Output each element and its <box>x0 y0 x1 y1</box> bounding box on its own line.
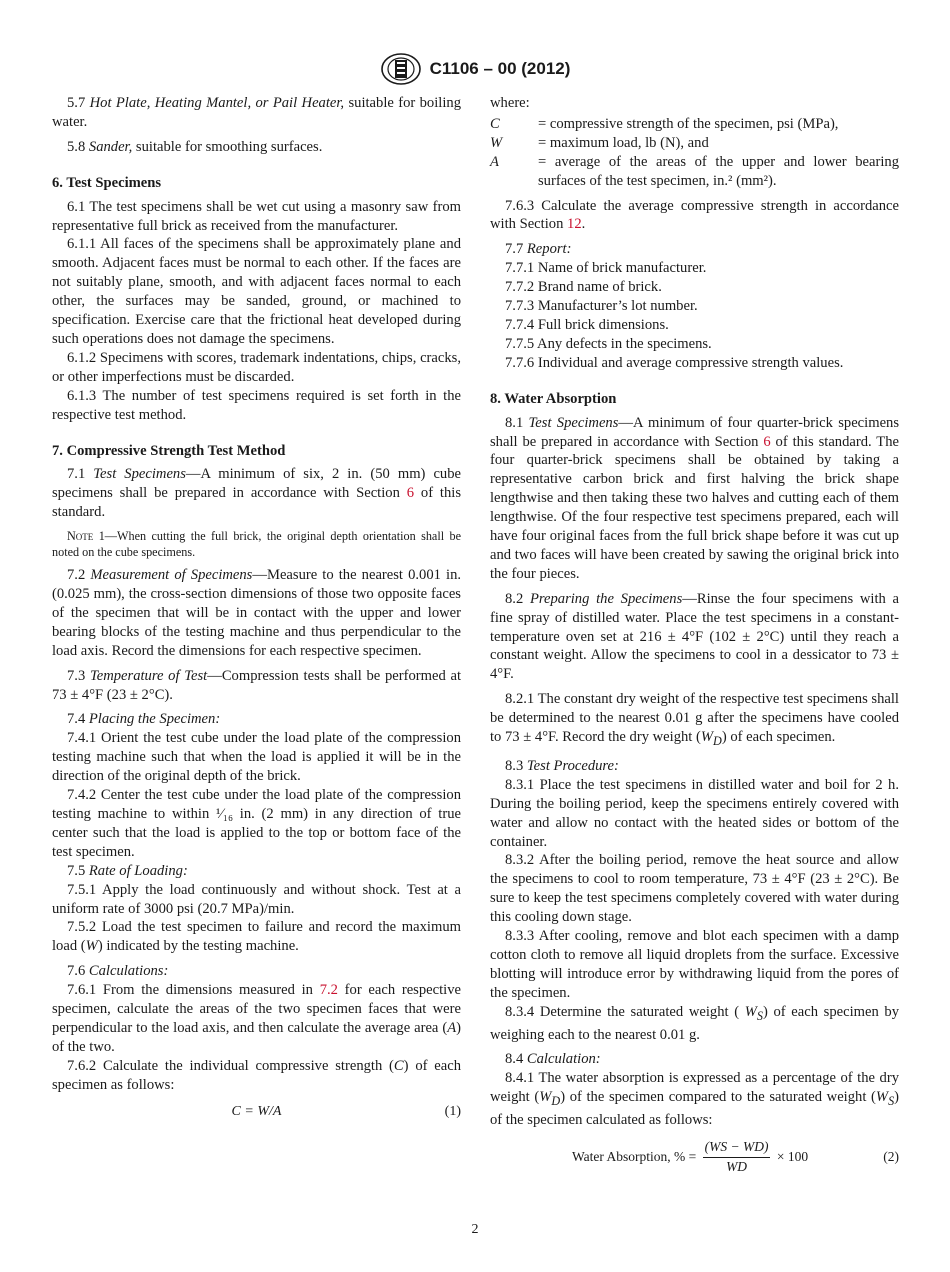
report-item: 7.7.3 Manufacturer’s lot number. <box>505 298 698 315</box>
para-8-2-1: 8.2.1 The constant dry weight of the respective test specimens shall be determined to the nearest 0.01 g after the specimens have cooled to 73 ± 4°F. Record the dry weight $(W_D)$ of each specimen. <box>490 691 899 748</box>
para-7-6-2: 7.6.2 Calculate the individual compressive strength (C) of each specimen as follows: <box>52 1057 461 1093</box>
report-item: 7.7.1 Name of brick manufacturer. <box>505 260 707 277</box>
variable-definitions <box>490 115 899 191</box>
report-item: 7.7.4 Full brick dimensions. <box>505 316 669 333</box>
section-7-heading: 7. Compressive Strength Test Method <box>52 442 286 459</box>
page-number: 2 <box>471 1222 479 1237</box>
equation-2-denominator: WD <box>726 1158 748 1174</box>
note-1: Note 1—When cutting the full brick, the original depth orientation shall be noted on the cube specimens. <box>52 529 461 560</box>
para-5-8: 5.8 Sander, suitable for smoothing surfaces. <box>67 138 323 155</box>
para-7-6-1: 7.6.1 From the dimensions measured in 7.2 for each respective specimen, calculate the areas of the two specimen faces that were perpendicular to the load axis, and then calculate the average area (A) of the two. <box>52 982 461 1055</box>
section-12-link[interactable]: 12 <box>567 216 582 233</box>
report-item: 7.7.6 Individual and average compressive strength values. <box>505 354 844 371</box>
para-7-1: 7.1 Test Specimens—A minimum of six, 2 in. (50 mm) cube specimens shall be prepared in accordance with Section 6 of this standard. <box>52 466 461 521</box>
para-6-1-1: 6.1.1 All faces of the specimens shall be approximately plane and smooth. Adjacent faces must be normal to each other. If the faces are not suitably plane, smooth, and with adjacent faces normal to each other, the surfaces may be sanded, ground, or machined to specification. Exercise care that the frictional heat developed during such operations does not damage the specimens. <box>52 236 461 347</box>
para-7-5: 7.5 Rate of Loading: <box>67 862 188 879</box>
equation-2-fraction <box>703 1138 771 1177</box>
para-8-4-1: 8.4.1 The water absorption is expressed as a percentage of the dry weight $(W_D)$ of the specimen compared to the saturated weight $(W_S)$ of the specimen calculated as follows: <box>490 1070 900 1129</box>
para-6-1-3: 6.1.3 The number of test specimens required is set forth in the respective test method. <box>52 387 461 423</box>
equation-2-numerator: (WS − WD) <box>703 1138 771 1158</box>
para-7-7: 7.7 Report: <box>505 241 572 258</box>
section-6-link[interactable]: 6 <box>763 433 771 450</box>
where-label: where: <box>490 95 530 111</box>
var-definition: = average of the areas of the upper and lower bearing surfaces of the test specimen, in.² (mm²). <box>538 153 899 189</box>
para-8-1: 8.1 Test Specimens—A minimum of four quarter-brick specimens shall be prepared in accordance with Section 6 of this standard. The four quarter-brick specimens shall be obtained by taking a representative carbon brick and first halving the brick shape lengthwise and then taking these two halves and cutting each of them lengthwise. Of the four respective test specimens prepared, each will have four original faces from the full brick shape before it was cut up and two faces will have been created by sawing the original brick into the four pieces. <box>490 414 900 582</box>
page-header <box>0 52 950 86</box>
equation-2 <box>490 1134 899 1178</box>
para-7-4-2: 7.4.2 Center the test cube under the load plate of the compression testing machine to within ¹⁄₁₆ in. (2 mm) in any direction of true center such that the load is applied to the top or bottom face of the test specimen. <box>52 787 461 860</box>
equation-2-number: (2) <box>883 1148 899 1164</box>
para-7-2: 7.2 Measurement of Specimens—Measure to the nearest 0.001 in. (0.025 mm), the cross-section dimensions of those two opposite faces of the specimen that will be in contact with the upper and lower bearing blocks of the testing machine and thus perpendicular to the load axis. Record the dimensions for each respective specimen. <box>52 567 462 659</box>
section-6-link[interactable]: 6 <box>406 485 415 502</box>
var-symbol: A <box>490 153 499 170</box>
report-item: 7.7.5 Any defects in the specimens. <box>505 335 712 352</box>
equation-1-body: C = W/A <box>231 1103 282 1119</box>
section-7-2-link[interactable]: 7.2 <box>319 982 338 999</box>
document-id: C1106 – 00 (2012) <box>429 59 571 78</box>
section-8-heading: 8. Water Absorption <box>490 390 617 407</box>
astm-logo-icon <box>380 52 422 86</box>
var-symbol: C <box>490 115 500 132</box>
equation-1 <box>52 1101 461 1125</box>
para-7-5-1: 7.5.1 Apply the load continuously and without shock. Test at a uniform rate of 3000 psi (20.7 MPa)/min. <box>52 881 461 917</box>
para-7-3: 7.3 Temperature of Test—Compression tests shall be performed at 73 ± 4°F (23 ± 2°C). <box>52 667 461 703</box>
para-7-4-1: 7.4.1 Orient the test cube under the load plate of the compression testing machine such that when the load is applied it will be in the direction of the original depth of the brick. <box>52 730 461 785</box>
para-7-6: 7.6 Calculations: <box>67 963 169 980</box>
equation-1-number: (1) <box>444 1103 461 1119</box>
para-8-3: 8.3 Test Procedure: <box>505 757 619 774</box>
var-definition: = compressive strength of the specimen, psi (MPa), <box>538 115 839 132</box>
var-symbol: W <box>490 134 503 151</box>
para-8-3-1: 8.3.1 Place the test specimens in distilled water and boil for 2 h. During the boiling period, keep the specimens entirely covered with water and allow no contact with the heated sides or bottom of the container. <box>490 776 899 850</box>
section-6-heading: 6. Test Specimens <box>52 174 162 191</box>
para-7-5-2: 7.5.2 Load the test specimen to failure and record the maximum load (W) indicated by the testing machine. <box>52 919 461 955</box>
para-8-2: 8.2 Preparing the Specimens—Rinse the four specimens with a fine spray of distilled water. Place the test specimens in a constant-temperature oven set at 216 ± 4°F (102 ± 2°C) until they reach a constant weight. Allow the specimens to cool in a dessicator to 73 ± 4°F. <box>490 590 899 683</box>
right-column <box>490 94 899 1178</box>
para-8-3-4: 8.3.4 Determine the saturated weight ( $W_S$) of each specimen by weighing each to the nearest 0.01 g. <box>490 1003 900 1043</box>
para-6-1-2: 6.1.2 Specimens with scores, trademark indentations, chips, cracks, or other imperfections must be discarded. <box>52 349 461 385</box>
para-7-4: 7.4 Placing the Specimen: <box>67 711 221 728</box>
para-5-7: 5.7 Hot Plate, Heating Mantel, or Pail Heater, suitable for boiling water. <box>52 95 461 130</box>
para-8-3-3: 8.3.3 After cooling, remove and blot each specimen with a damp cotton cloth to remove all liquid droplets from the surface. Excessive blotting will introduce error by withdrawing liquid from the pores of the specimen. <box>490 928 899 1001</box>
report-item: 7.7.2 Brand name of brick. <box>505 279 662 296</box>
equation-2-body: Water Absorption, % = $\frac{(WS - WD)}{WD}$ × 100 <box>572 1138 808 1177</box>
para-6-1: 6.1 The test specimens shall be wet cut using a masonry saw from representative full brick as received from the manufacturer. <box>52 198 461 234</box>
left-column <box>52 94 461 1125</box>
var-definition: = maximum load, lb (N), and <box>538 134 709 151</box>
para-7-6-3: 7.6.3 Calculate the average compressive strength in accordance with Section 12. <box>490 197 899 233</box>
para-8-3-2: 8.3.2 After the boiling period, remove the heat source and allow the specimens to cool to room temperature, 73 ± 4°F (23 ± 2°C). Be sure to keep the test specimens completely covered with water during this cooling down stage. <box>490 852 899 926</box>
para-8-4: 8.4 Calculation: <box>505 1051 601 1068</box>
